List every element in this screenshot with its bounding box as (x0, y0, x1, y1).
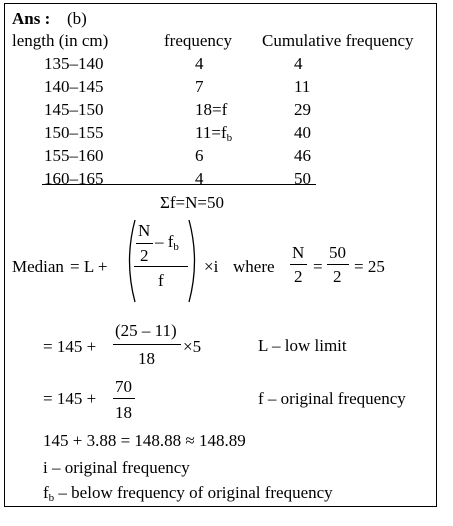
step1-prefix: = 145 + (43, 337, 97, 356)
step1-denominator: 18 (138, 349, 155, 368)
row-length: 145–150 (44, 100, 104, 119)
header-length: length (in cm) (12, 31, 109, 50)
fraction-bar-step1 (113, 344, 181, 345)
row-cumulative: 4 (294, 54, 303, 73)
formula-equals: = (313, 257, 323, 276)
formula-subscript-b: b (173, 241, 179, 253)
formula-N: N (138, 221, 151, 240)
row-length: 155–160 (44, 146, 104, 165)
formula-fifty: 50 (329, 243, 346, 262)
note-fb-definition (43, 484, 333, 504)
step3-result: 145 + 3.88 = 148.88 ≈ 148.89 (43, 431, 246, 450)
step2-prefix: = 145 + (43, 389, 97, 408)
answer-label: Ans : (12, 9, 51, 28)
row-length: 150–155 (44, 123, 104, 142)
row-length: 160–165 (44, 169, 104, 188)
answer-option: (b) (67, 9, 87, 28)
row-cumulative: 11 (294, 77, 311, 96)
header-frequency: frequency (164, 31, 232, 50)
left-paren-icon (122, 218, 138, 304)
row-frequency: 6 (195, 146, 204, 165)
step1-numerator: (25 – 11) (115, 321, 177, 340)
note-low-limit: L – low limit (258, 336, 347, 355)
row-frequency: 4 (195, 54, 204, 73)
formula-result-25: = 25 (354, 257, 385, 276)
formula-two: 2 (140, 246, 149, 265)
formula-minus-f: – f (155, 232, 174, 251)
fraction-bar-step2 (113, 398, 135, 399)
fraction-bar-n2 (136, 243, 153, 244)
fraction-bar-where-2 (327, 264, 349, 265)
step2-denominator: 18 (115, 403, 132, 422)
row-cumulative: 50 (294, 169, 311, 188)
note-fb-text: – below frequency of original frequency (54, 483, 333, 502)
row-length: 135–140 (44, 54, 104, 73)
row-cumulative: 46 (294, 146, 311, 165)
fraction-bar-where-1 (290, 264, 307, 265)
note-i-definition: i – original frequency (43, 458, 190, 477)
note-original-frequency: f – original frequency (258, 389, 406, 408)
header-cumulative: Cumulative frequency (262, 31, 414, 50)
median-label: Median (12, 257, 64, 276)
row-cumulative: 29 (294, 100, 311, 119)
formula-where: where (233, 257, 275, 276)
row-length: 140–145 (44, 77, 104, 96)
sum-total: Σf=N=50 (160, 193, 225, 212)
table-underline (42, 184, 316, 185)
row-frequency: 11=f (195, 123, 227, 142)
formula-minus-fb (155, 233, 179, 253)
median-eq-l: = L + (70, 257, 108, 276)
row-cumulative: 40 (294, 123, 311, 142)
fraction-bar-main (134, 266, 188, 267)
formula-times-i: ×i (204, 257, 219, 276)
formula-two-3: 2 (333, 267, 342, 286)
formula-N-2: N (292, 243, 305, 262)
row-frequency: 7 (195, 77, 204, 96)
step1-times: ×5 (183, 337, 202, 356)
note-fb-subscript: b (48, 492, 55, 504)
formula-f: f (158, 271, 164, 290)
row-frequency-fb (195, 124, 232, 144)
row-frequency: 18=f (195, 100, 228, 119)
formula-two-2: 2 (294, 267, 303, 286)
step2-numerator: 70 (115, 377, 132, 396)
row-frequency: 4 (195, 169, 204, 188)
row-frequency-subscript: b (226, 132, 233, 144)
right-paren-icon (186, 218, 202, 304)
note-fb-f: f (43, 483, 49, 502)
